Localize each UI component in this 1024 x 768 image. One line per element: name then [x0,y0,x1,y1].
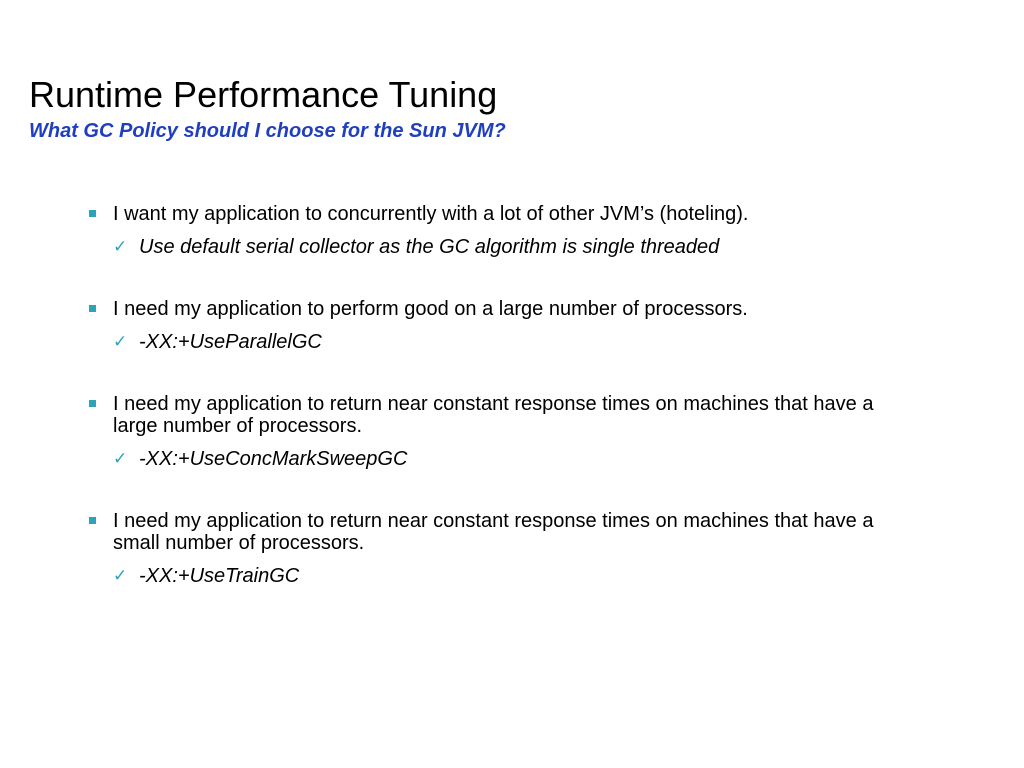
slide-title: Runtime Performance Tuning [29,74,498,115]
checkmark-icon: ✓ [113,237,128,257]
slide-subtitle: What GC Policy should I choose for the Sun JVM? [29,120,506,142]
sub-bullet [113,235,948,259]
bullet-item [88,297,948,354]
checkmark-icon: ✓ [113,332,128,352]
sub-bullet [113,330,948,354]
sub-bullet [113,564,948,588]
square-bullet-icon [89,305,96,312]
sub-bullet [113,447,948,471]
bullet-list [88,202,948,588]
bullet-text: I want my application to concurrently with a lot of other JVM’s (hoteling). [113,203,749,225]
bullet-item [88,392,948,471]
bullet-text: I need my application to return near constant response times on machines that have a large number of processors. [113,393,874,437]
bullet-item [88,202,948,259]
sub-bullet-text: -XX:+UseConcMarkSweepGC [139,448,408,470]
checkmark-icon: ✓ [113,566,128,586]
sub-bullet-text: Use default serial collector as the GC algorithm is single threaded [139,236,720,258]
bullet-item [88,509,948,588]
square-bullet-icon [89,400,96,407]
bullet-text: I need my application to return near constant response times on machines that have a small number of processors. [113,510,874,554]
checkmark-icon: ✓ [113,449,128,469]
square-bullet-icon [89,210,96,217]
square-bullet-icon [89,517,96,524]
sub-bullet-text: -XX:+UseParallelGC [139,331,322,353]
bullet-text: I need my application to perform good on a large number of processors. [113,298,748,320]
sub-bullet-text: -XX:+UseTrainGC [139,565,300,587]
